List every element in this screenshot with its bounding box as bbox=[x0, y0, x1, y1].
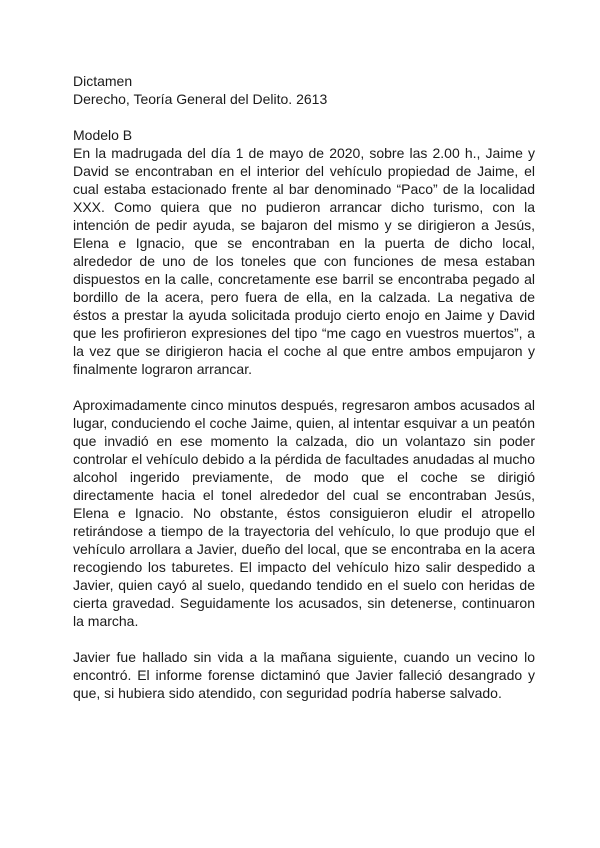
paragraph-2: Aproximadamente cinco minutos después, regresaron ambos acusados al lugar, conduciendo el coche Jaime, quien, al intentar esquivar a un peatón que invadió en ese momento la calzada, dio un volantazo sin poder controlar el vehículo debido a la pérdida de facultades anudadas al mucho alcohol ingerido previamente, de modo que el coche se dirigió directamente hacia el tonel alrededor del cual se encontraban Jesús, Elena e Ignacio. No obstante, éstos consiguieron eludir el atropello retirándose a tiempo de la trayectoria del vehículo, lo que produjo que el vehículo arrollara a Javier, dueño del local, que se encontraba en la acera recogiendo los taburetes. El impacto del vehículo hizo salir despedido a Javier, quien cayó al suelo, quedando tendido en el suelo con heridas de cierta gravedad. Seguidamente los acusados, sin detenerse, continuaron la marcha. bbox=[73, 397, 535, 629]
paragraph-3: Javier fue hallado sin vida a la mañana siguiente, cuando un vecino lo encontró. El informe forense dictaminó que Javier falleció desangrado y que, si hubiera sido atendido, con seguridad podría haberse salvado. bbox=[73, 649, 535, 701]
document-subtitle: Derecho, Teoría General del Delito. 2613 bbox=[73, 91, 328, 107]
model-label: Modelo B bbox=[73, 127, 133, 143]
spacer bbox=[73, 108, 535, 126]
paragraph-1: En la madrugada del día 1 de mayo de 2020, sobre las 2.00 h., Jaime y David se encontraban en el interior del vehículo propiedad de Jaime, el cual estaba estacionado frente al bar denominado “Paco” de la localidad XXX. Como quiera que no pudieron arrancar dicho turismo, con la intención de pedir ayuda, se bajaron del mismo y se dirigieron a Jesús, Elena e Ignacio, que se encontraban en la puerta de dicho local, alrededor de uno de los toneles que con funciones de mesa estaban dispuestos en la calle, concretamente ese barril se encontraba pegado al bordillo de la acera, pero fuera de ella, en la calzada. La negativa de éstos a prestar la ayuda solicitada produjo cierto enojo en Jaime y David que les profirieron expresiones del tipo “me cago en vuestros muertos”, a la vez que se dirigieron hacia el coche al que entre ambos empujaron y finalmente lograron arrancar. bbox=[73, 145, 535, 377]
document-title: Dictamen bbox=[73, 73, 133, 89]
spacer bbox=[73, 630, 535, 648]
document-page bbox=[73, 72, 535, 702]
spacer bbox=[73, 378, 535, 396]
